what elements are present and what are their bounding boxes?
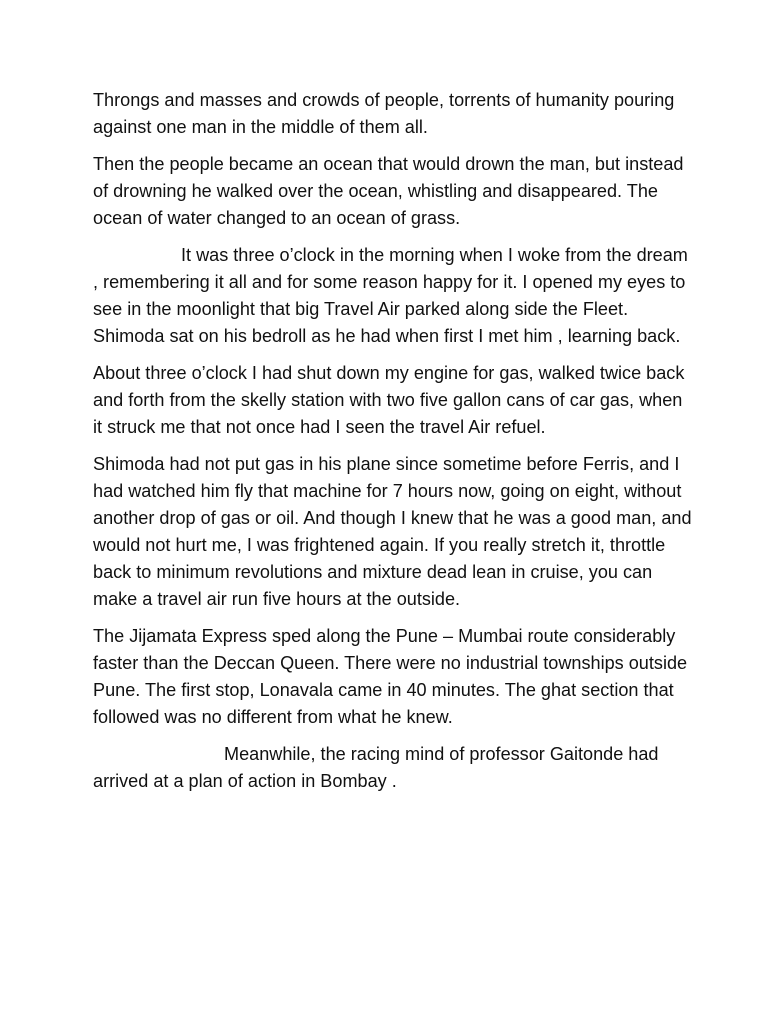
document-body (93, 87, 693, 804)
paragraph-6: The Jijamata Express sped along the Pune – Mumbai route considerably faster than the Deccan Queen. There were no industrial townships outside Pune. The first stop, Lonavala came in 40 minutes. The ghat section that followed was no different from what he knew. (93, 625, 688, 727)
paragraph-4: About three o’clock I had shut down my engine for gas, walked twice back and forth from the skelly station with two five gallon cans of car gas, when it struck me that not once had I seen the travel Air refuel. (93, 362, 685, 437)
paragraph-7: Meanwhile, the racing mind of professor Gaitonde had arrived at a plan of action in Bombay . (93, 743, 659, 791)
paragraph-5: Shimoda had not put gas in his plane since sometime before Ferris, and I had watched him fly that machine for 7 hours now, going on eight, without another drop of gas or oil. And though I knew that he was a good man, and would not hurt me, I was frightened again. If you really stretch it, throttle back to minimum revolutions and mixture dead lean in cruise, you can make a travel air run five hours at the outside. (93, 453, 692, 609)
paragraph-1: Throngs and masses and crowds of people, torrents of humanity pouring against one man in the middle of them all. (93, 90, 675, 138)
paragraph-3: It was three o’clock in the morning when I woke from the dream , remembering it all and for some reason happy for it. I opened my eyes to see in the moonlight that big Travel Air parked along side the Fleet. Shimoda sat on his bedroll as he had when first I met him , learning back. (93, 244, 688, 346)
paragraph-2: Then the people became an ocean that would drown the man, but instead of drowning he walked over the ocean, whistling and disappeared. The ocean of water changed to an ocean of grass. (93, 153, 684, 228)
